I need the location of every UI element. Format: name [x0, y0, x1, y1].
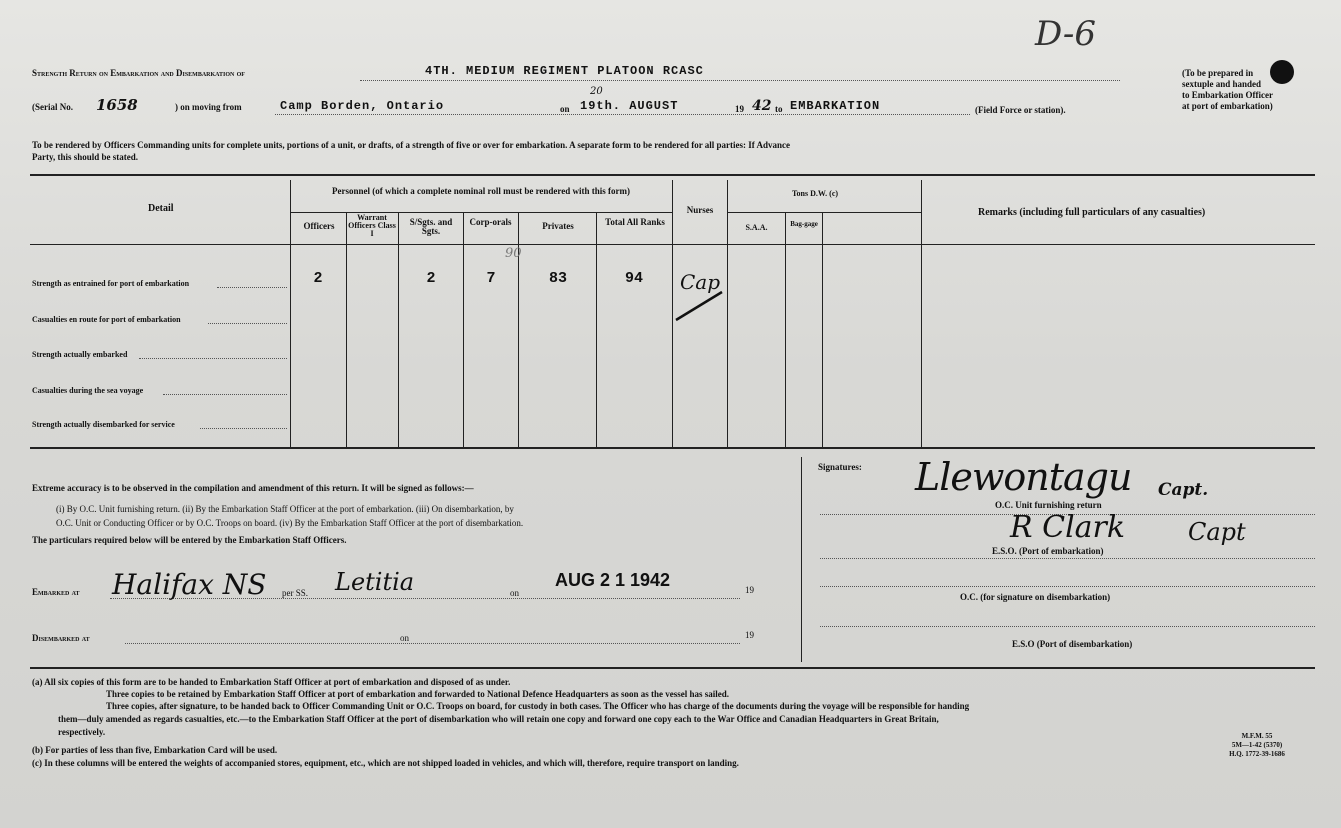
- nurses-strike-mark: [672, 270, 732, 325]
- serial-label: (Serial No.: [32, 102, 73, 112]
- footnote-b: (b) For parties of less than five, Embarkation Card will be used.: [32, 745, 278, 755]
- footnote-a3: them—duly amended as regards casualties, etc.—to the Embarkation Staff Officer at the port of disembarkation who will retain one copy and forward one copy each to the War Office and Canadian Headquarters in Great Britain,: [58, 714, 939, 724]
- col-baggage: Bag-gage: [790, 220, 818, 228]
- cell-total: 94: [624, 270, 643, 287]
- oc-disembarkation-label: O.C. (for signature on disembarkation): [960, 592, 1111, 602]
- tons-header: Tons D.W. (c): [791, 189, 839, 198]
- oc-signature: Llewontagu: [915, 455, 1132, 499]
- col-total: Total All Ranks: [605, 217, 665, 227]
- side-note: (To be prepared in sextuple and handed to Embarkation Officer at port of embarkation): [1182, 68, 1273, 111]
- cell-corporals: 7: [486, 270, 496, 287]
- disembarked-label: Disembarked at: [32, 633, 90, 643]
- eso-rank: Capt: [1188, 518, 1246, 546]
- signing-order-line-2: O.C. Unit or Conducting Officer or by O.C. Troops on board. (iv) By the Embarkation Staff Officer at the port of disembarkation.: [56, 518, 524, 528]
- disembarked-year-label: 19: [745, 630, 754, 640]
- field-force-label: (Field Force or station).: [975, 105, 1066, 115]
- remarks-header: Remarks (including full particulars of any casualties): [978, 207, 1206, 218]
- eso-disembarkation-label: E.S.O (Port of disembarkation): [1012, 639, 1133, 649]
- on-label: on: [560, 104, 570, 114]
- footnote-a1: Three copies to be retained by Embarkation Staff Officer at port of embarkation and forwarded to National Defence Headquarters as soon as the vessel has sailed.: [106, 689, 729, 699]
- col-ssgts: S/Sgts. and Sgts.: [409, 217, 453, 236]
- year-suffix: 42: [752, 98, 772, 114]
- embarked-year-label: 19: [745, 585, 754, 595]
- oc-rank: Capt.: [1158, 480, 1209, 500]
- cell-privates: 83: [548, 270, 567, 287]
- col-nurses: Nurses: [686, 205, 714, 215]
- table-row-label: Strength actually embarked: [32, 350, 128, 359]
- date-value: 19th. AUGUST: [580, 99, 679, 113]
- signatures-label: Signatures:: [818, 462, 862, 472]
- embarked-port: Halifax NS: [112, 568, 267, 601]
- footnote-a4: respectively.: [58, 727, 106, 737]
- table-row-label: Casualties during the sea voyage: [32, 386, 144, 395]
- date-super: 20: [590, 86, 603, 97]
- col-corporals: Corp-orals: [469, 217, 512, 227]
- personnel-header: Personnel (of which a complete nominal roll must be rendered with this form): [332, 186, 630, 196]
- moving-label: ) on moving from: [175, 102, 242, 112]
- signing-order-line-1: (i) By O.C. Unit furnishing return. (ii) By the Embarkation Staff Officer at the port of embarkation. (iii) On disembarkation, by: [56, 504, 514, 514]
- extreme-accuracy-line: Extreme accuracy is to be observed in the compilation and amendment of this return. It will be signed as follows:—: [32, 483, 474, 493]
- table-row-label: Strength actually disembarked for service: [32, 420, 175, 429]
- col-privates: Privates: [542, 221, 574, 231]
- pencil-note: 90: [505, 246, 522, 261]
- instruction-line-1: To be rendered by Officers Commanding units for complete units, portions of a unit, or drafts, of a strength of five or over for embarkation. A separate form to be rendered for all parties: If Advance: [32, 140, 791, 150]
- oc-unit-label: O.C. Unit furnishing return: [995, 500, 1102, 510]
- year-prefix: 19: [735, 104, 744, 114]
- col-officers: Officers: [303, 221, 335, 231]
- footnote-a2: Three copies, after signature, to be handed back to Officer Commanding Unit or O.C. Troops on board, for custody in both cases. The Officer who has charge of the documents during the voyage will be responsible for handing: [106, 701, 970, 711]
- embarkation-date-stamp: AUG 2 1 1942: [555, 570, 671, 590]
- embarked-on-label: on: [510, 588, 519, 598]
- form-code: M.F.M. 55 5M—1-42 (5370) H.Q. 1772-39-1686: [1229, 732, 1285, 758]
- destination: EMBARKATION: [790, 99, 881, 113]
- footnote-a: (a) All six copies of this form are to be handed to Embarkation Staff Officer at port of embarkation and disposed of as under.: [32, 677, 511, 687]
- cell-officers: 2: [313, 270, 323, 287]
- instruction-line-2: Party, this should be stated.: [32, 152, 139, 162]
- per-ss-label: per SS.: [282, 588, 309, 598]
- eso-signature: R Clark: [1010, 510, 1126, 545]
- detail-header: Detail: [148, 203, 174, 214]
- moving-from: Camp Borden, Ontario: [280, 99, 445, 113]
- footnote-c: (c) In these columns will be entered the weights of accompanied stores, equipment, etc., which are not shipped loaded in vehicles, and which will, therefore, require transport on landing.: [32, 758, 739, 768]
- cell-ssgts: 2: [426, 270, 436, 287]
- ship-name: Letitia: [335, 568, 415, 596]
- eso-embarkation-label: E.S.O. (Port of embarkation): [992, 546, 1104, 556]
- col-saa: S.A.A.: [745, 223, 768, 232]
- cell-nurses: Cap: [679, 270, 721, 294]
- title-label: Strength Return on Embarkation and Disembarkation of: [32, 68, 245, 78]
- embarked-label: Embarked at: [32, 587, 80, 597]
- table-row-label: Strength as entrained for port of embarkation: [32, 279, 190, 288]
- to-label: to: [775, 104, 783, 114]
- table-row-label: Casualties en route for port of embarkation: [32, 315, 181, 324]
- unit-name: 4TH. MEDIUM REGIMENT PLATOON RCASC: [425, 64, 704, 78]
- particulars-line: The particulars required below will be entered by the Embarkation Staff Officers.: [32, 535, 347, 545]
- serial-value: 1658: [96, 96, 138, 114]
- disembarked-on-label: on: [400, 633, 409, 643]
- col-warrant: Warrant Officers Class I: [348, 213, 396, 238]
- reference-mark: D-6: [1035, 14, 1097, 54]
